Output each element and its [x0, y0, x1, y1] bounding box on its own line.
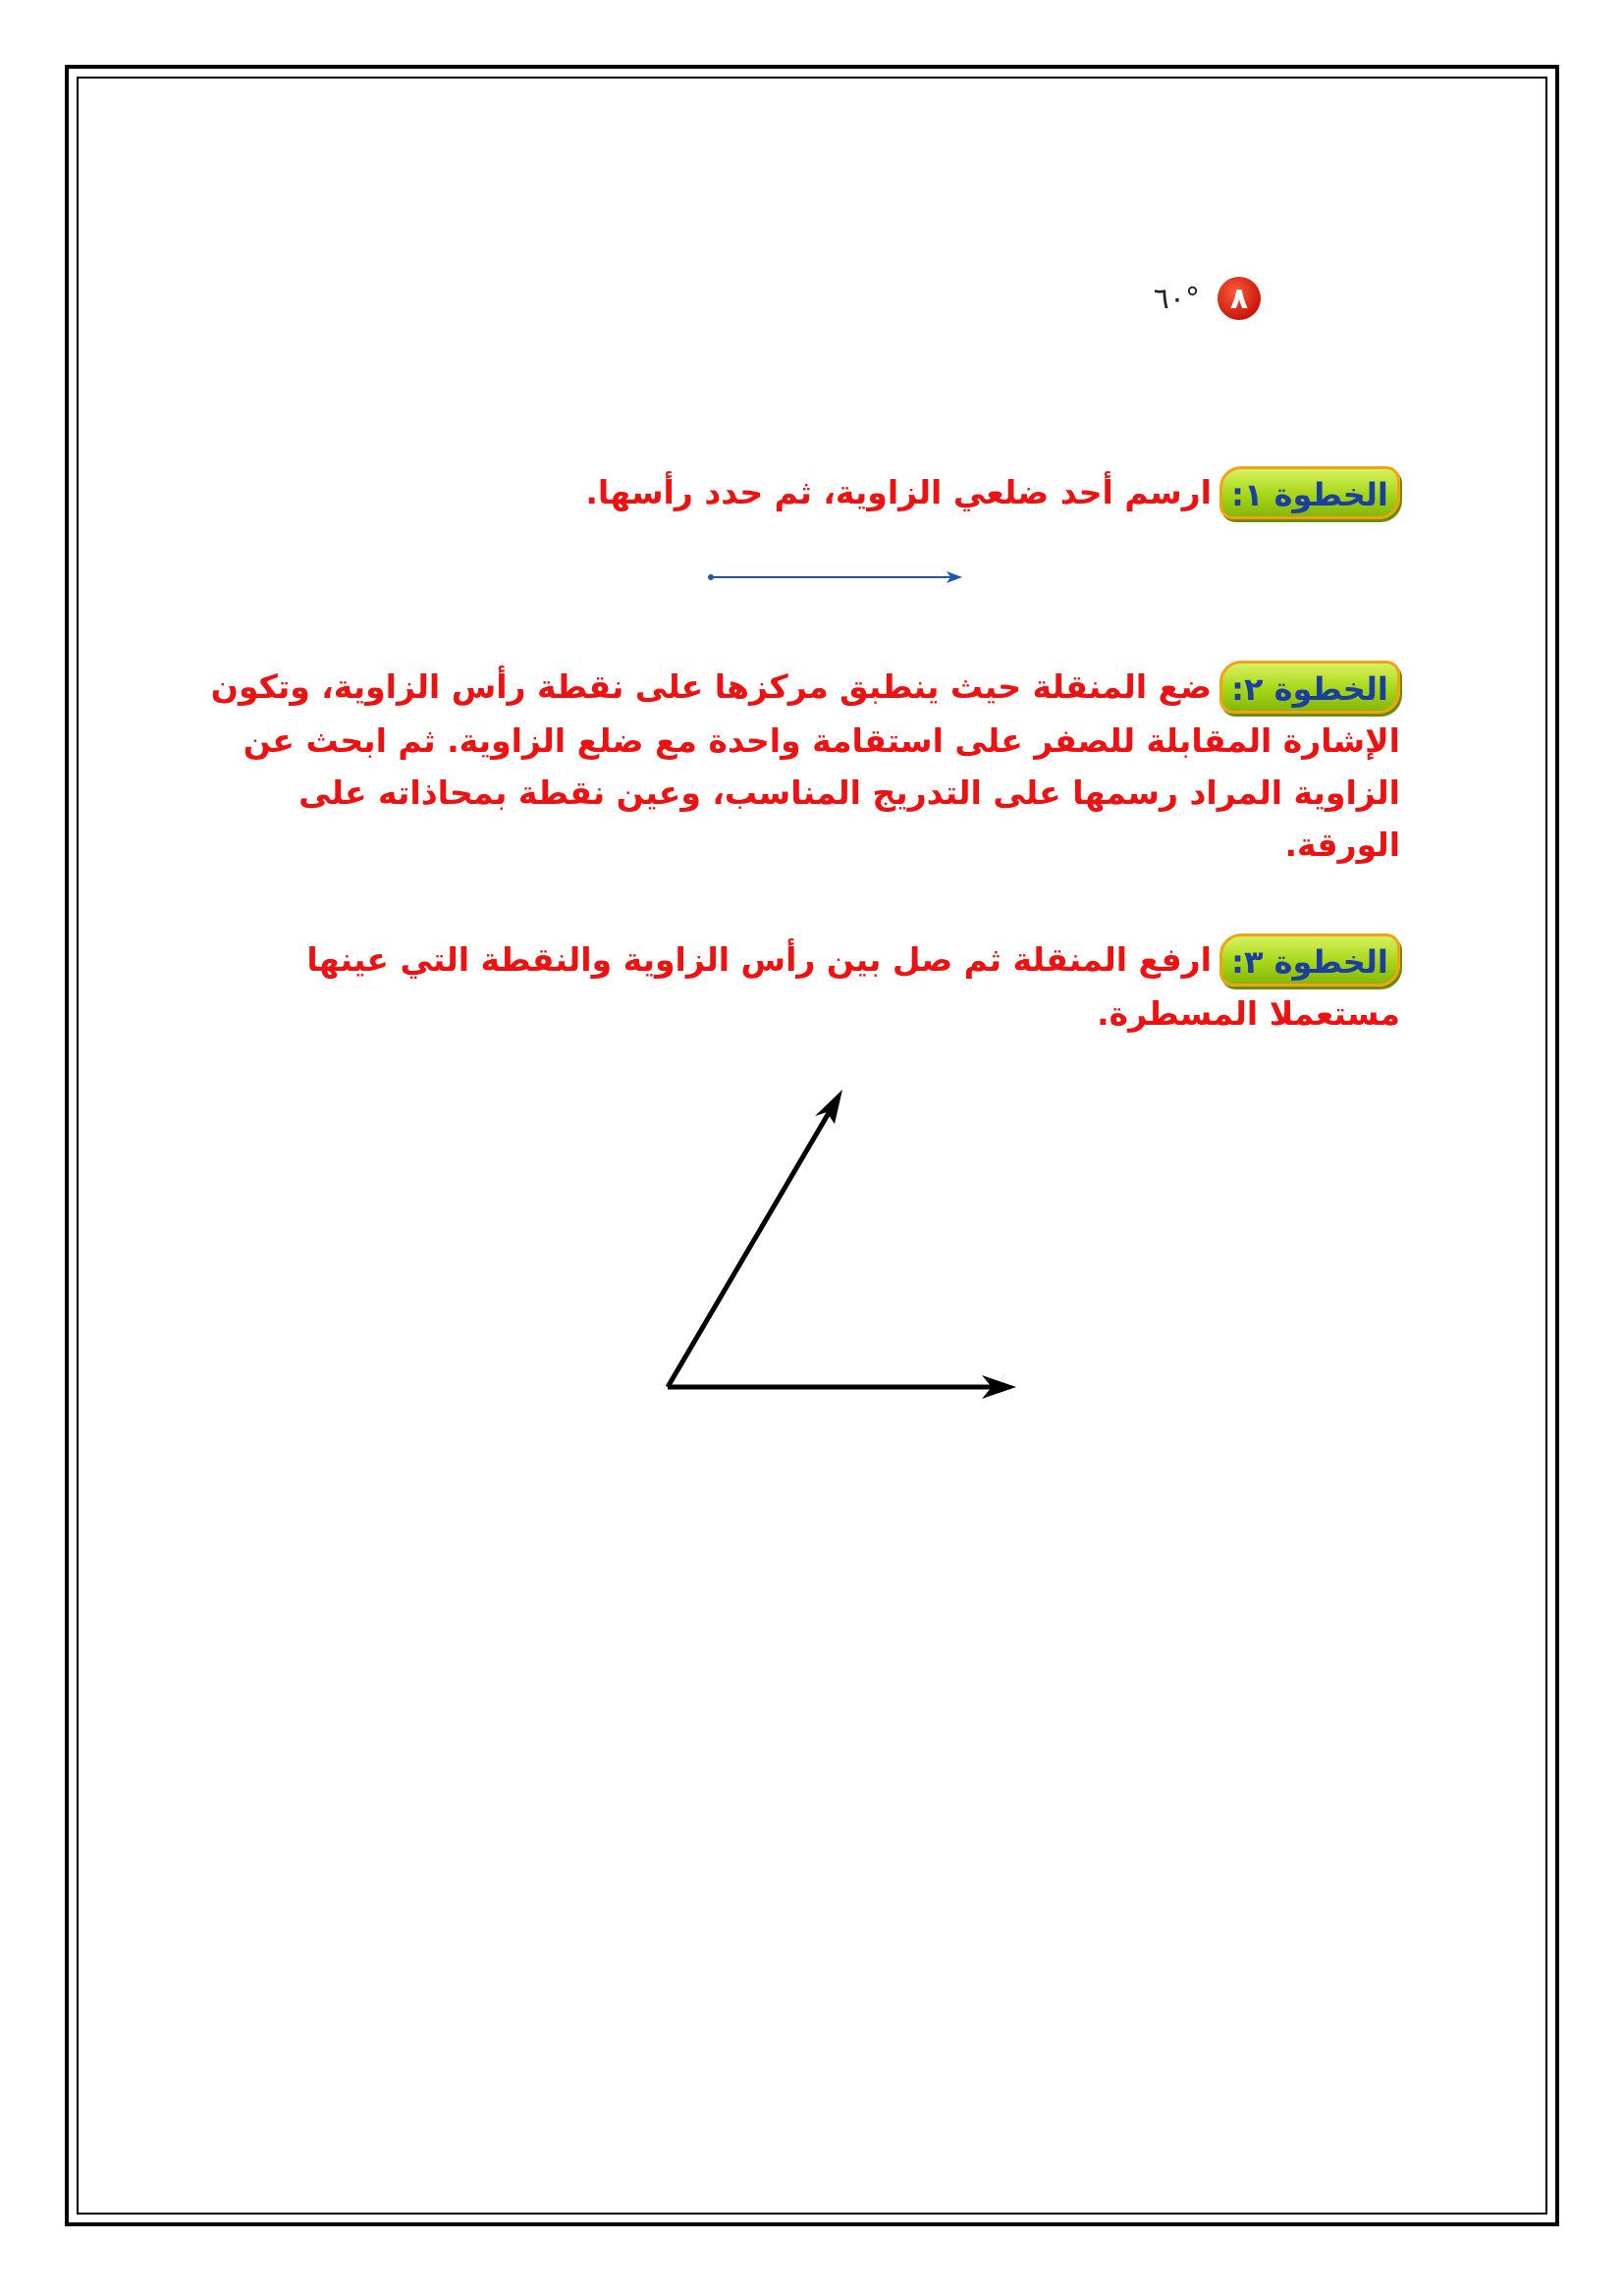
step-1	[192, 465, 1400, 519]
problem-angle-value: °٦٠	[1153, 281, 1200, 316]
side-ray-arrowhead	[815, 1090, 842, 1124]
problem-number-badge: ٨	[1218, 277, 1261, 320]
step-2-text: ضع المنقلة حيث ينطبق مركزها على نقطة رأس الزاوية، وتكون الإشارة المقابلة للصفر على استقامة واحدة مع ضلع الزاوية. ثم ابحث عن الزاوية المراد رسمها على التدريج المناسب، وعين نقطة بمحاذاته على الورقة.	[210, 667, 1400, 864]
angle-side-ray	[668, 1106, 833, 1387]
step-3-badge: الخطوة ٣:	[1219, 934, 1400, 987]
step-2-badge: الخطوة ٢:	[1219, 661, 1400, 714]
ray-arrow-small	[705, 567, 966, 587]
angle-60-figure	[648, 1085, 1041, 1409]
step-1-text: ارسم أحد ضلعي الزاوية، ثم حدد رأسها.	[585, 473, 1212, 511]
problem-header	[1154, 277, 1261, 320]
step-3-text: ارفع المنقلة ثم صل بين رأس الزاوية والنقطة التي عينها مستعملا المسطرة.	[306, 940, 1400, 1033]
step-3	[192, 933, 1400, 1039]
step-1-badge: الخطوة ١:	[1219, 466, 1400, 519]
step-2	[192, 660, 1400, 870]
